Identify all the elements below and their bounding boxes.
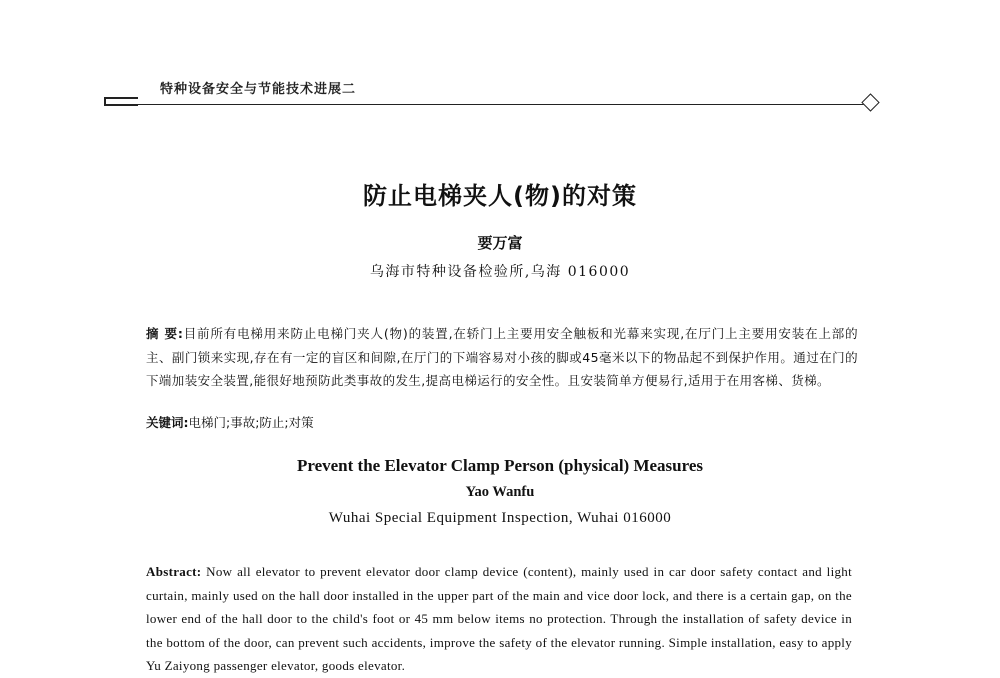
header-rule-line bbox=[104, 104, 864, 105]
keywords-label-cn: 关键词: bbox=[146, 415, 189, 430]
author-name-en: Yao Wanfu bbox=[465, 484, 535, 500]
abstract-text-en: Now all elevator to prevent elevator door clamp device (content), mainly used in car door safety contact and light curtain, mainly used on the hall door installed in the upper part of the main and vice door lock, and there is a certain gap, on the lower end of the hall door to the child's foot or 45 mm below items no protection. Through the installation of safety device in the bottom of the door, can prevent such accidents, improve the safety of the elevator running. Simple installation, easy to apply Yu Zaiyong passenger elevator, goods elevator. bbox=[146, 564, 852, 673]
author-name-cn: 要万富 bbox=[477, 234, 523, 252]
abstract-label-cn: 摘 要: bbox=[146, 326, 184, 341]
affiliation-en: Wuhai Special Equipment Inspection, Wuhai 016000 bbox=[328, 510, 672, 526]
article-title-cn: 防止电梯夹人(物)的对策 bbox=[363, 182, 637, 210]
affiliation-cn: 乌海市特种设备检验所,乌海 016000 bbox=[369, 264, 631, 280]
abstract-cn bbox=[146, 322, 858, 393]
abstract-en bbox=[146, 560, 852, 678]
keywords-cn bbox=[146, 413, 858, 433]
abstract-text-cn: 目前所有电梯用来防止电梯门夹人(物)的装置,在轿门上主要用安全触板和光幕来实现,在厅门上主要用安装在上部的主、副门锁来实现,存在有一定的盲区和间隙,在厅门的下端容易对小孩的脚或45毫米以下的物品起不到保护作用。通过在门的下端加装安全装置,能很好地预防此类事故的发生,提高电梯运行的安全性。且安装简单方便易行,适用于在用客梯、货梯。 bbox=[146, 326, 859, 388]
article-title-en: Prevent the Elevator Clamp Person (physical) Measures bbox=[296, 456, 704, 475]
keywords-text-cn: 电梯门;事故;防止;对策 bbox=[188, 415, 314, 430]
abstract-label-en: Abstract: bbox=[146, 564, 202, 579]
running-header-title: 特种设备安全与节能技术进展二 bbox=[160, 82, 357, 97]
diamond-icon bbox=[861, 93, 879, 111]
